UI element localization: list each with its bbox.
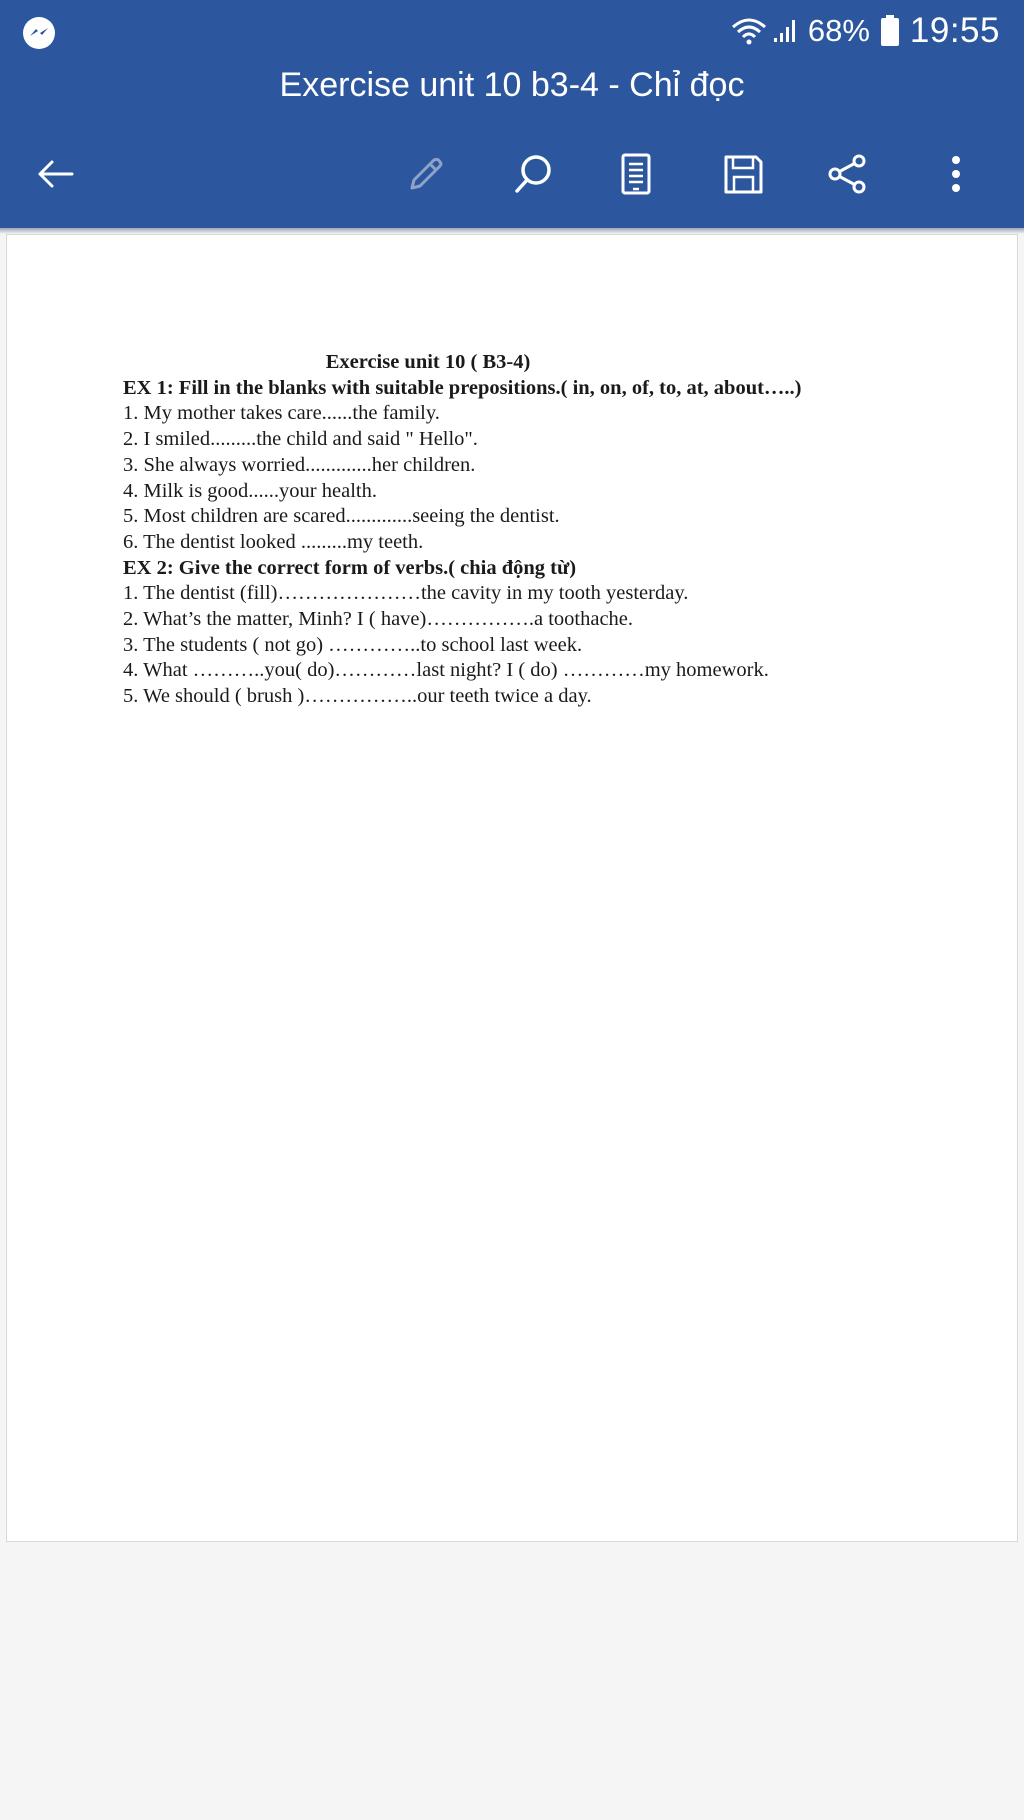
ex1-item: 3. She always worried.............her children. [123, 453, 476, 476]
toolbar [0, 140, 1024, 204]
search-icon [509, 150, 557, 198]
ex2-item: 1. The dentist (fill)…………………the cavity in my tooth yesterday. [123, 582, 689, 605]
share-button[interactable] [820, 146, 876, 202]
ex1-item: 1. My mother takes care......the family. [123, 402, 440, 425]
ex1-heading: EX 1: Fill in the blanks with suitable prepositions.( in, on, of, to, at, about…..) [123, 376, 802, 399]
signal-icon [772, 18, 798, 44]
document-title-bar: Exercise unit 10 b3-4 - Chỉ đọc [279, 66, 745, 104]
status-bar [0, 0, 1024, 62]
ex2-item: 5. We should ( brush )……………..our teeth twice a day. [123, 685, 592, 708]
ex1-item: 6. The dentist looked .........my teeth. [123, 530, 424, 553]
back-arrow-icon [32, 150, 80, 198]
back-button[interactable] [28, 146, 84, 202]
pencil-icon [402, 150, 450, 198]
battery-percent: 68% [807, 13, 870, 48]
ex1-item: 2. I smiled.........the child and said " Hello". [123, 428, 478, 451]
clock: 19:55 [909, 11, 1000, 50]
save-button[interactable] [715, 146, 771, 202]
ex2-item: 2. What’s the matter, Minh? I ( have)…………….a toothache. [123, 608, 634, 631]
battery-icon [880, 15, 900, 47]
edit-button[interactable] [398, 146, 454, 202]
ex2-item: 4. What ………..you( do)…………last night? I ( do) …………my homework. [123, 659, 769, 682]
share-icon [824, 150, 872, 198]
ex1-item: 4. Milk is good......your health. [123, 479, 377, 502]
search-button[interactable] [505, 146, 561, 202]
reading-view-icon [612, 150, 660, 198]
reading-view-button[interactable] [608, 146, 664, 202]
ex2-item: 3. The students ( not go) …………..to school last week. [123, 633, 583, 656]
more-options-button[interactable] [928, 146, 984, 202]
document-content [123, 350, 923, 710]
exercise-title: Exercise unit 10 ( B3-4) [325, 351, 531, 373]
wifi-icon [730, 17, 768, 45]
ex1-item: 5. Most children are scared.............seeing the dentist. [123, 505, 560, 528]
ex2-heading: EX 2: Give the correct form of verbs.( chia động từ) [123, 556, 577, 579]
messenger-icon[interactable] [22, 16, 56, 50]
more-vertical-icon [932, 150, 980, 198]
document-page[interactable] [6, 234, 1018, 1542]
app-bar [0, 0, 1024, 228]
save-icon [719, 150, 767, 198]
